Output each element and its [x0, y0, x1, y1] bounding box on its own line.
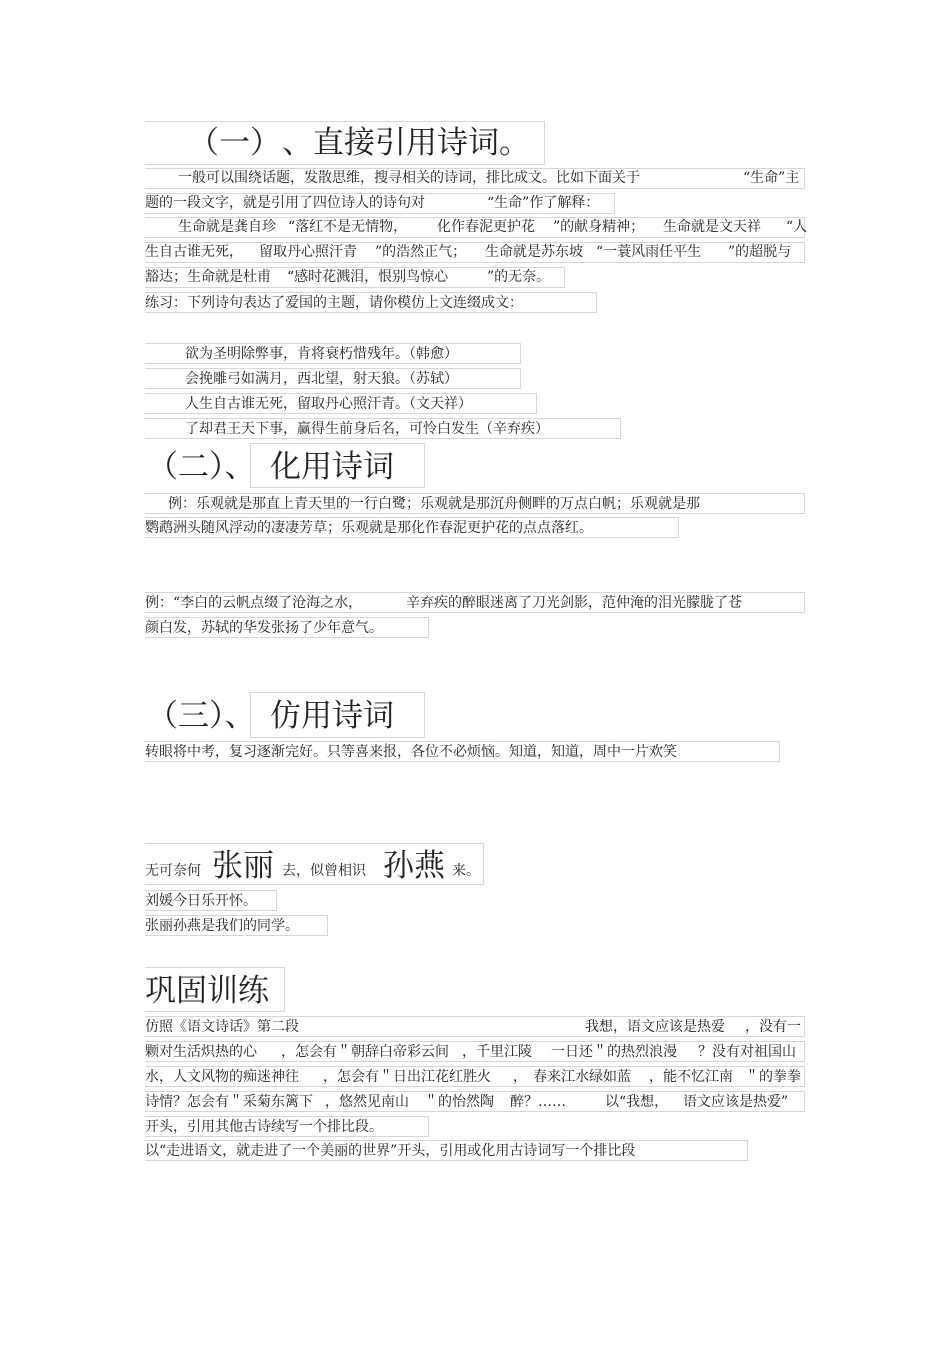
sec3-line2-name2: 孙燕 — [383, 848, 445, 884]
example-line2-seg5: “一蓑风雨任平生 — [596, 244, 702, 260]
example-line2-seg2: 留取丹心照汗青 — [259, 244, 357, 260]
example-line3-seg2: “感时花溅泪，恨别鸟惊心 — [287, 269, 449, 285]
sec3-line2-seg2: 去，似曾相识 — [282, 863, 366, 879]
sec4-line5: 开头，引用其他古诗续写一个排比段。 — [145, 1119, 383, 1135]
sec4-line2-seg3: ，千里江陵 — [462, 1044, 532, 1060]
intro-line2-a: 题的一段文字，就是引用了四位诗人的诗句对 — [145, 195, 425, 211]
heading-sec2-part-a: （二）、 — [147, 449, 256, 485]
poem-line-2: 会挽雕弓如满月，西北望，射天狼。（苏轼） — [185, 371, 458, 387]
heading-sec3-part-b: 仿用诗词 — [270, 698, 394, 734]
sec3-line2-seg1: 无可奈何 — [145, 863, 201, 879]
sec4-line3-seg2: ，怎会有＂日出江花红胜火 — [323, 1069, 491, 1085]
poem-line-4: 了却君王天下事，赢得生前身后名，可怜白发生（辛弃疾） — [185, 421, 549, 437]
sec4-line4-seg6: 语文应该是热爱” — [683, 1094, 789, 1110]
sec3-line2-name1: 张丽 — [212, 848, 274, 884]
sec4-line3-seg3: ， — [513, 1069, 527, 1085]
example-line1-seg2: “落红不是无情物， — [288, 219, 408, 235]
sec4-line1-b: 我想，语文应该是热爱 — [585, 1019, 725, 1035]
heading-sec4: 巩固训练 — [145, 973, 269, 1009]
example-line2-seg6: ”的超脱与 — [728, 244, 792, 260]
example-line3-seg1: 豁达；生命就是杜甫 — [145, 269, 271, 285]
sec3-line4: 张丽孙燕是我们的同学。 — [145, 918, 299, 934]
example-line1-seg4: ”的献身精神； — [553, 219, 645, 235]
heading-sec1-part-b: 、直接引用诗词。 — [282, 125, 530, 161]
sec3-line3: 刘媛今日乐开怀。 — [145, 893, 257, 909]
sec2-ex1-line1: 例：乐观就是那直上青天里的一行白鹭；乐观就是那沉舟侧畔的万点白帆；乐观就是那 — [168, 496, 700, 512]
intro-line1-b: “生命”主 — [743, 170, 800, 186]
example-line2-seg4: 生命就是苏东坡 — [485, 244, 583, 260]
heading-sec2-part-b: 化用诗词 — [270, 449, 394, 485]
example-line2-box — [145, 242, 805, 263]
sec2-ex2-line2: 颜白发，苏轼的华发张扬了少年意气。 — [145, 620, 383, 636]
sec4-line2-seg1: 颗对生活炽热的心 — [145, 1044, 257, 1060]
poem-line-3: 人生自古谁无死，留取丹心照汗青。（文天祥） — [185, 396, 472, 412]
sec4-line4-seg3: ＂的怡然陶 — [424, 1094, 494, 1110]
sec4-line4-seg2: ，悠然见南山 — [325, 1094, 409, 1110]
sec4-line4-seg1: 诗情？怎会有＂采菊东篱下 — [145, 1094, 313, 1110]
sec4-line2-seg5: ？没有对祖国山 — [698, 1044, 796, 1060]
sec4-line1-c: ，没有一 — [745, 1019, 801, 1035]
practice-instruction: 练习：下列诗句表达了爱国的主题，请你模仿上文连缀成文： — [145, 295, 523, 311]
sec4-line6: 以“走进语文，就走进了一个美丽的世界”开头，引用或化用古诗词写一个排比段 — [145, 1143, 636, 1159]
sec4-line1-a: 仿照《语文诗话》第二段 — [145, 1019, 299, 1035]
example-line3-seg3: ”的无奈。 — [487, 269, 551, 285]
sec4-line3-seg4: 春来江水绿如蓝 — [533, 1069, 631, 1085]
intro-line2-b: “生命”作了解释： — [487, 195, 600, 211]
example-line1-seg1: 生命就是龚自珍 — [178, 219, 276, 235]
example-line2-seg1: 生自古谁无死， — [145, 244, 243, 260]
sec4-line3-seg5: ，能不忆江南 — [649, 1069, 733, 1085]
sec4-line4-seg4: 醉？…… — [510, 1094, 566, 1110]
heading-sec1-part-a: （一） — [188, 125, 281, 161]
sec2-ex1-line2: 鹦鹉洲头随风浮动的凄凄芳草；乐观就是那化作春泥更护花的点点落红。 — [145, 520, 593, 536]
sec2-ex2-line1-b: 辛弃疾的醉眼迷离了刀光剑影，范仲淹的泪光朦胧了苍 — [406, 595, 742, 611]
example-line1-seg5: 生命就是文天祥 — [663, 219, 761, 235]
sec4-line2-seg4: 一日还＂的热烈浪漫 — [551, 1044, 677, 1060]
sec4-line3-seg1: 水，人文风物的痴迷神往 — [145, 1069, 299, 1085]
example-line2-seg3: ”的浩然正气； — [375, 244, 467, 260]
example-line1-seg3: 化作春泥更护花 — [437, 219, 535, 235]
sec4-line4-seg5: 以“我想， — [605, 1094, 669, 1110]
sec2-ex2-line1-a: 例：“李白的云帆点缀了沧海之水， — [145, 595, 363, 611]
intro-line1-a: 一般可以围绕话题，发散思维，搜寻相关的诗词，排比成文。比如下面关于 — [178, 170, 640, 186]
sec3-line2-seg3: 来。 — [452, 863, 480, 879]
poem-line-1: 欲为圣明除弊事，肯将衰朽惜残年。（韩愈） — [185, 346, 458, 362]
heading-sec3-part-a: （三）、 — [147, 698, 256, 734]
sec3-text1: 转眼将中考，复习逐渐完好。只等喜来报，各位不必烦恼。知道，知道，周中一片欢笑 — [145, 744, 677, 760]
example-line1-seg6: “人 — [786, 219, 808, 235]
sec4-line2-seg2: ，怎会有＂朝辞白帝彩云间 — [281, 1044, 449, 1060]
sec4-line3-seg6: ＂的拳拳 — [745, 1069, 801, 1085]
